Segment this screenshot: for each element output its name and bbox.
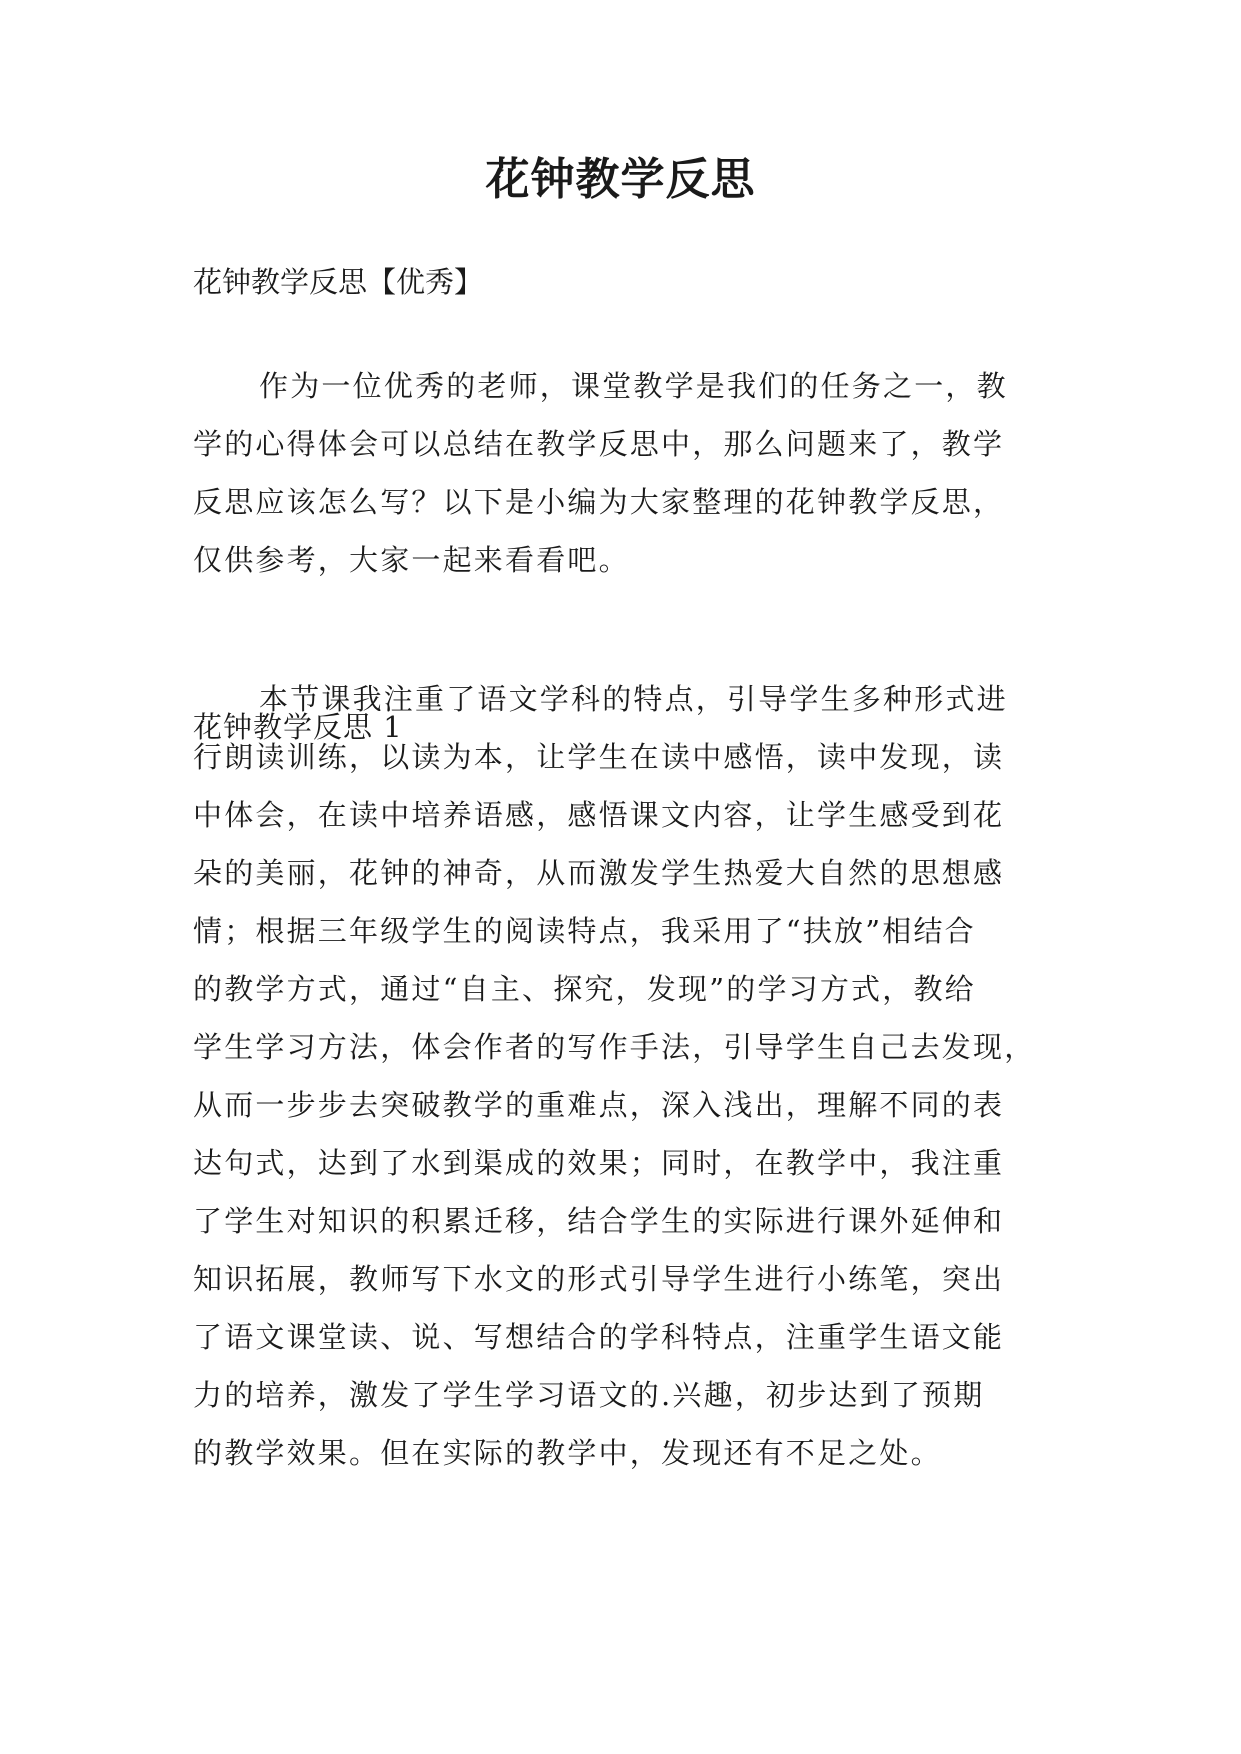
paragraph-line: 仅供参考，大家一起来看看吧。 — [193, 543, 630, 577]
paragraph-line: 学生学习方法，体会作者的写作手法，引导学生自己去发现， — [193, 1030, 1036, 1064]
paragraph-line: 本节课我注重了语文学科的特点，引导学生多种形式进 — [259, 682, 1008, 716]
paragraph-line: 达句式，达到了水到渠成的效果；同时，在教学中，我注重 — [193, 1146, 1005, 1180]
paragraph-line: 朵的美丽，花钟的神奇，从而激发学生热爱大自然的思想感 — [193, 856, 1005, 890]
paragraph-line: 了语文课堂读、说、写想结合的学科特点，注重学生语文能 — [193, 1320, 1005, 1354]
paragraph-line: 反思应该怎么写？以下是小编为大家整理的花钟教学反思， — [193, 485, 1005, 519]
section-heading: 花钟教学反思 1 — [193, 710, 403, 744]
document-title: 花钟教学反思 — [485, 154, 756, 205]
document-subtitle: 花钟教学反思【优秀】 — [193, 265, 484, 299]
paragraph-line: 知识拓展，教师写下水文的形式引导学生进行小练笔，突出 — [193, 1262, 1005, 1296]
paragraph-line: 学的心得体会可以总结在教学反思中，那么问题来了，教学 — [193, 427, 1005, 461]
paragraph-line: 的教学方式，通过“自主、探究，发现”的学习方式，教给 — [193, 972, 976, 1006]
paragraph-line: 了学生对知识的积累迁移，结合学生的实际进行课外延伸和 — [193, 1204, 1005, 1238]
paragraph-line: 的教学效果。但在实际的教学中，发现还有不足之处。 — [193, 1436, 942, 1470]
paragraph-line: 从而一步步去突破教学的重难点，深入浅出，理解不同的表 — [193, 1088, 1005, 1122]
paragraph-line: 中体会，在读中培养语感，感悟课文内容，让学生感受到花 — [193, 798, 1005, 832]
intro-paragraph — [193, 357, 1073, 589]
paragraph-line: 作为一位优秀的老师，课堂教学是我们的任务之一，教 — [259, 369, 1008, 403]
section-1-paragraph — [193, 670, 1073, 1482]
paragraph-line: 行朗读训练，以读为本，让学生在读中感悟，读中发现，读 — [193, 740, 1005, 774]
paragraph-line: 情；根据三年级学生的阅读特点，我采用了“扶放”相结合 — [193, 914, 976, 948]
paragraph-line: 力的培养，激发了学生学习语文的.兴趣，初步达到了预期 — [193, 1378, 985, 1412]
